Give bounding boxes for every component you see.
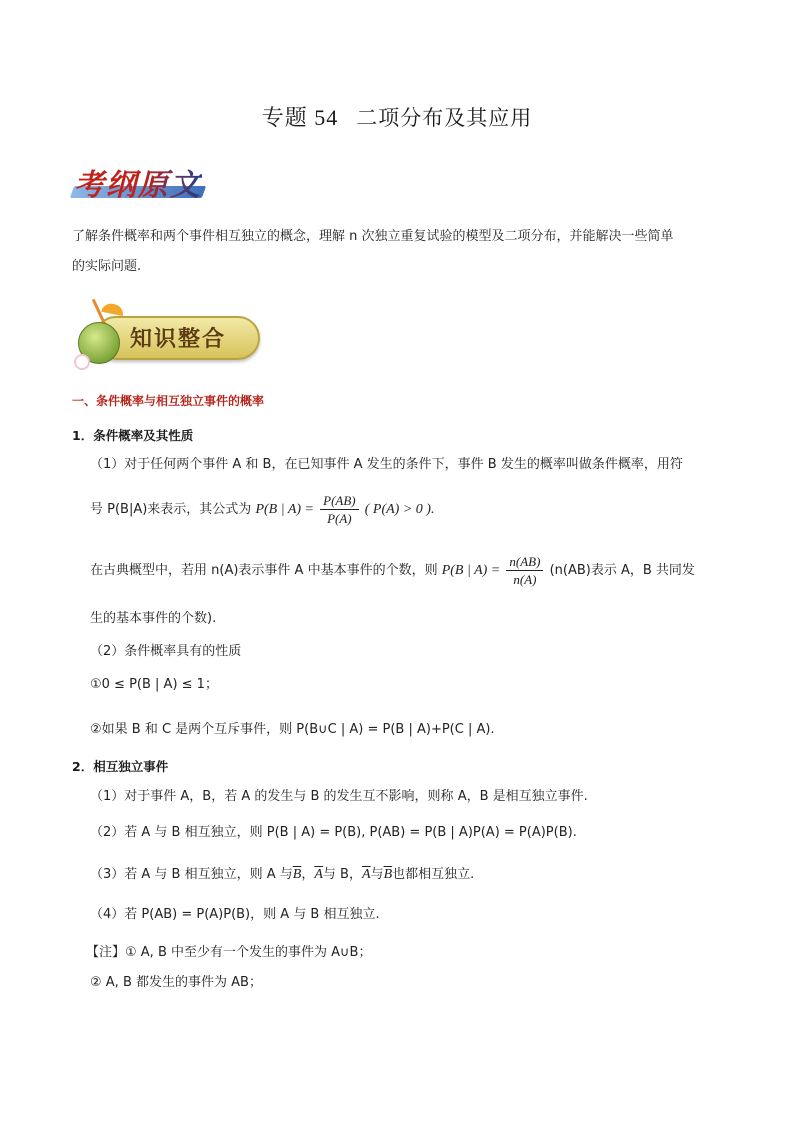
s1-line-3-suffix: (n(AB)表示 A，B 共同发	[549, 563, 695, 578]
s1-line-3-prefix: 在古典概型中，若用 n(A)表示事件 A 中基本事件的个数，则	[90, 563, 438, 578]
syllabus-line-1: 了解条件概率和两个事件相互独立的概念，理解 n 次独立重复试验的模型及二项分布，并能解决一些简单	[72, 229, 674, 244]
s2-note-2: ② A, B 都发生的事件为 AB；	[90, 975, 262, 990]
s1-line-5: （2）条件概率具有的性质	[90, 644, 242, 659]
syllabus-line-2: 的实际问题.	[72, 259, 142, 274]
fraction-denominator-2: n(A)	[513, 572, 537, 587]
page-title	[0, 101, 794, 132]
flower-icon	[74, 354, 90, 370]
s2-line-1: （1）对于事件 A，B，若 A 的发生与 B 的发生互不影响，则称 A，B 是相互独立事件.	[90, 789, 588, 804]
s1-line-6: ①0 ≤ P(B | A) ≤ 1；	[90, 677, 218, 692]
s2-line-3	[90, 864, 730, 886]
s1-line-3	[90, 551, 730, 591]
formula-condition: ( P(A) > 0 ).	[364, 502, 435, 517]
subheading-2: 2．相互独立事件	[72, 759, 169, 774]
s1-line-4: 生的基本事件的个数).	[90, 611, 217, 626]
s1-line-7: ②如果 B 和 C 是两个互斥事件，则 P(B∪C | A) = P(B | A)+P(C | A).	[90, 722, 495, 737]
s2-l3-part-c: ，	[301, 867, 315, 882]
syllabus-banner	[72, 158, 212, 202]
formula-fraction	[320, 492, 358, 527]
s2-l3-part-g: 与	[370, 867, 384, 882]
knowledge-banner-text: 知识整合	[130, 326, 227, 352]
s1-line-2	[90, 490, 730, 530]
fraction-denominator: P(A)	[327, 511, 352, 526]
s2-l3-part-e: 与 B，	[322, 867, 362, 882]
s2-l3-b-bar: $\overline{B}$	[292, 867, 302, 882]
formula-lhs: P(B | A) =	[255, 502, 314, 517]
fraction-numerator: P(AB)	[320, 492, 358, 510]
title-text: 二项分布及其应用	[356, 106, 533, 130]
s2-l3-part-i: 也都相互独立.	[392, 867, 475, 882]
section-heading-1: 一、条件概率与相互独立事件的概率	[72, 394, 265, 408]
s2-l3-a-bar-2: $\overline{A}$	[361, 867, 371, 882]
syllabus-paragraph	[72, 222, 724, 282]
knowledge-banner	[72, 296, 262, 368]
s2-l3-part-a: （3）若 A 与 B 相互独立，则 A 与	[90, 867, 293, 882]
s2-line-4: （4）若 P(AB) = P(A)P(B)，则 A 与 B 相互独立.	[90, 907, 380, 922]
s1-line-2-prefix: 号 P(B|A)来表示，其公式为	[90, 502, 252, 517]
formula-fraction-2	[506, 553, 543, 588]
s2-l3-a-bar: $\overline{A}$	[314, 867, 323, 882]
subheading-1: 1．条件概率及其性质	[72, 428, 194, 443]
s2-l3-b-bar-2: $\overline{B}$	[383, 867, 393, 882]
syllabus-banner-text: 考纲原文	[74, 160, 202, 204]
umbrella-icon	[101, 302, 125, 316]
s2-note-1: 【注】① A, B 中至少有一个发生的事件为 A∪B；	[86, 945, 372, 960]
s2-line-2: （2）若 A 与 B 相互独立，则 P(B | A) = P(B), P(AB) = P(B | A)P(A) = P(A)P(B).	[90, 825, 577, 840]
title-number: 专题 54	[261, 105, 339, 130]
formula-lhs-2: P(B | A) =	[441, 563, 501, 578]
s1-line-1: （1）对于任何两个事件 A 和 B，在已知事件 A 发生的条件下，事件 B 发生的概率叫做条件概率，用符	[90, 457, 683, 472]
fraction-numerator-2: n(AB)	[506, 553, 543, 571]
